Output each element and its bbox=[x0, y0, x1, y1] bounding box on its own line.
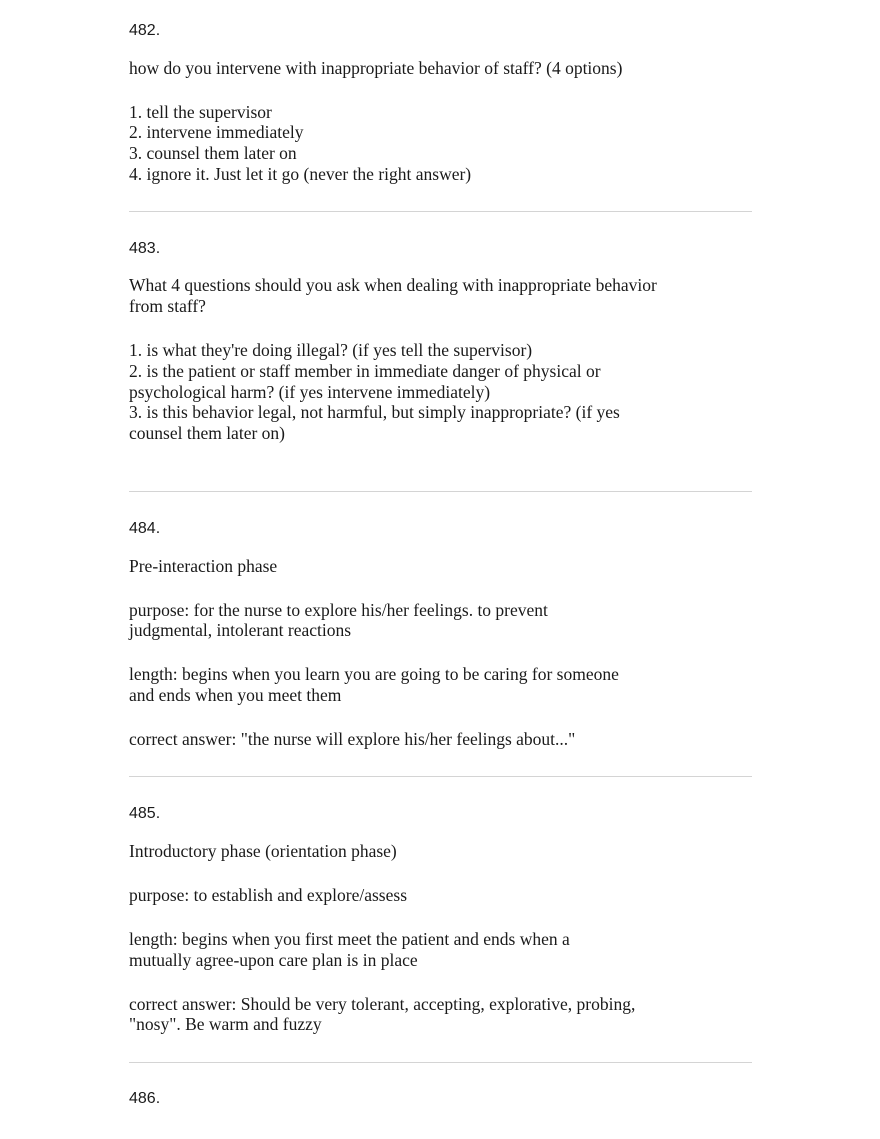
text-line: mutually agree-upon care plan is in place bbox=[129, 949, 418, 970]
flashcard bbox=[129, 1063, 752, 1137]
text-line: 4. ignore it. Just let it go (never the right answer) bbox=[129, 163, 472, 184]
card-number: 483. bbox=[129, 239, 161, 257]
flashcard-list bbox=[129, 0, 752, 1136]
text-line: Introductory phase (orientation phase) bbox=[129, 840, 397, 861]
text-line: 3. is this behavior legal, not harmful, but simply inappropriate? (if yes bbox=[129, 402, 620, 423]
card-number: 485. bbox=[129, 804, 161, 822]
card-term bbox=[129, 275, 752, 316]
flashcard bbox=[129, 0, 752, 212]
card-term bbox=[129, 841, 752, 862]
card-term bbox=[129, 58, 752, 79]
text-line: how do you intervene with inappropriate behavior of staff? (4 options) bbox=[129, 57, 623, 78]
card-number: 484. bbox=[129, 519, 161, 537]
text-line: judgmental, intolerant reactions bbox=[129, 620, 352, 641]
card-definition-paragraph bbox=[129, 664, 752, 705]
text-line: correct answer: Should be very tolerant, accepting, explorative, probing, bbox=[129, 993, 636, 1014]
card-definition-paragraph bbox=[129, 340, 752, 443]
text-line: length: begins when you learn you are going to be caring for someone bbox=[129, 664, 619, 685]
card-number: 482. bbox=[129, 21, 161, 39]
text-line: purpose: for the nurse to explore his/her feelings. to prevent bbox=[129, 599, 548, 620]
text-line: 3. counsel them later on bbox=[129, 142, 297, 163]
text-line: 1. tell the supervisor bbox=[129, 101, 272, 122]
card-definition-paragraph bbox=[129, 929, 752, 970]
text-line: What 4 questions should you ask when dealing with inappropriate behavior bbox=[129, 275, 657, 296]
card-definition-paragraph bbox=[129, 994, 752, 1035]
text-line: length: begins when you first meet the patient and ends when a bbox=[129, 928, 570, 949]
flashcard bbox=[129, 777, 752, 1062]
flashcard bbox=[129, 492, 752, 777]
text-line: and ends when you meet them bbox=[129, 685, 342, 706]
text-line: psychological harm? (if yes intervene immediately) bbox=[129, 381, 491, 402]
text-line: 2. is the patient or staff member in immediate danger of physical or bbox=[129, 360, 601, 381]
text-line: "nosy". Be warm and fuzzy bbox=[129, 1014, 322, 1035]
card-number: 486. bbox=[129, 1090, 161, 1108]
card-definition-paragraph bbox=[129, 600, 752, 641]
text-line: counsel them later on) bbox=[129, 422, 285, 443]
text-line: Pre-interaction phase bbox=[129, 555, 278, 576]
text-line: purpose: to establish and explore/assess bbox=[129, 884, 408, 905]
card-definition-paragraph bbox=[129, 729, 752, 750]
card-definition-paragraph bbox=[129, 885, 752, 906]
text-line: correct answer: "the nurse will explore his/her feelings about..." bbox=[129, 729, 576, 750]
text-line: from staff? bbox=[129, 296, 206, 317]
text-line: 2. intervene immediately bbox=[129, 122, 304, 143]
text-line: 1. is what they're doing illegal? (if yes tell the supervisor) bbox=[129, 340, 533, 361]
card-definition-paragraph bbox=[129, 102, 752, 185]
flashcard bbox=[129, 212, 752, 492]
card-term bbox=[129, 556, 752, 577]
